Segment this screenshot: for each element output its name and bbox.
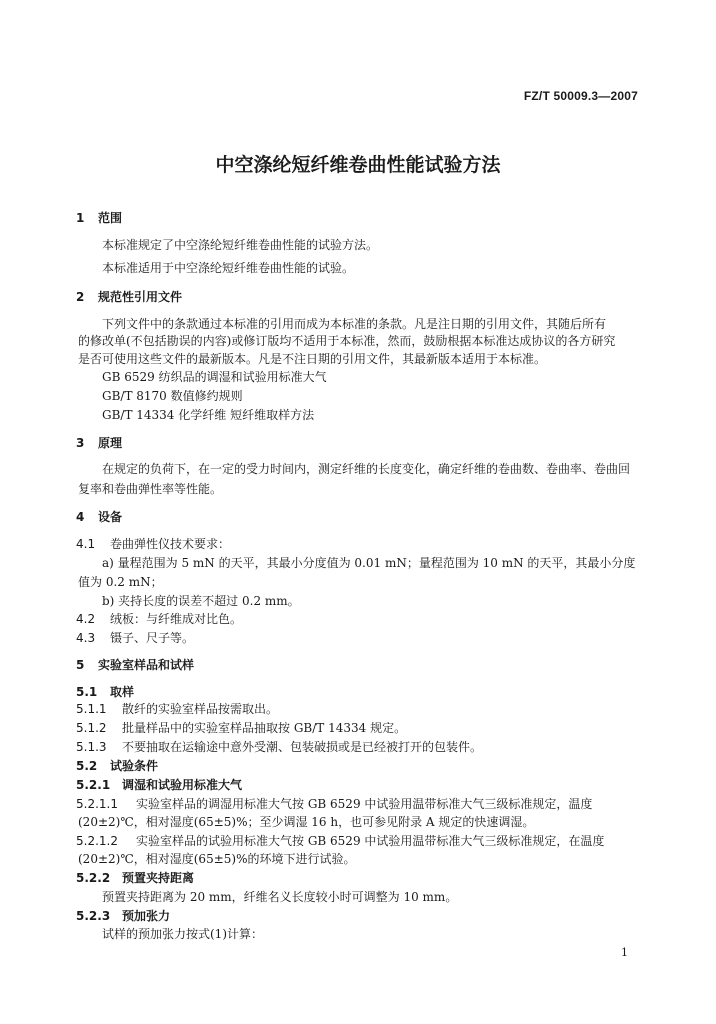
clause-5-1-1-number: 5.1.1 (76, 702, 107, 716)
clause-5-2-2-text: 预置夹持距离为 20 mm，纤维名义长度较小时可调整为 10 mm。 (102, 890, 458, 904)
section-5-number: 5 (76, 658, 85, 672)
clause-5-2-3-number: 5.2.3 (76, 909, 111, 923)
clause-4-1-text: 卷曲弹性仪技术要求： (110, 537, 231, 551)
clause-4-1-number: 4.1 (76, 537, 96, 551)
clause-5-2-1-1-number: 5.2.1.1 (76, 797, 118, 811)
clause-5-2-1-2-line-1: 实验室样品的试验用标准大气按 GB 6529 中试验用温带标准大气三级标准规定，在温度 (136, 834, 605, 848)
section-3-number: 3 (76, 436, 85, 450)
document-title: 中空涤纶短纤维卷曲性能试验方法 (215, 154, 501, 176)
clause-5-1-2-number: 5.1.2 (76, 721, 107, 735)
clause-5-2-1-1-line-1: 实验室样品的调湿用标准大气按 GB 6529 中试验用温带标准大气三级标准规定，温度 (136, 797, 593, 811)
section-2-para-line-1: 下列文件中的条款通过本标准的引用而成为本标准的条款。凡是注日期的引用文件，其随后所有 (102, 317, 607, 331)
section-5-heading: 实验室样品和试样 (98, 658, 195, 672)
clause-5-2-3-heading: 预加张力 (122, 909, 171, 923)
section-1-number: 1 (76, 211, 85, 225)
clause-5-1-1-text: 散纤的实验室样品按需取出。 (122, 702, 279, 716)
clause-5-1-2-text: 批量样品中的实验室样品抽取按 GB/T 14334 规定。 (122, 721, 407, 735)
normative-ref-2: GB/T 8170 数值修约规则 (102, 389, 243, 403)
clause-5-2-1-2-number: 5.2.1.2 (76, 834, 118, 848)
clause-5-2-heading: 试验条件 (110, 759, 159, 773)
clause-4-3-number: 4.3 (76, 631, 96, 645)
section-2-heading: 规范性引用文件 (98, 290, 183, 304)
clause-5-2-2-number: 5.2.2 (76, 871, 111, 885)
clause-5-2-2-heading: 预置夹持距离 (122, 871, 195, 885)
section-1-heading: 范围 (98, 211, 123, 225)
section-2-para-line-3: 是否可使用这些文件的最新版本。凡是不注日期的引用文件，其最新版本适用于本标准。 (78, 352, 547, 366)
standard-code: FZ/T 50009.3—2007 (523, 89, 638, 103)
clause-5-2-1-number: 5.2.1 (76, 778, 111, 792)
clause-4-2-number: 4.2 (76, 612, 96, 626)
normative-ref-3: GB/T 14334 化学纤维 短纤维取样方法 (102, 408, 315, 422)
page-number: 1 (621, 946, 628, 959)
clause-5-2-3-text: 试样的预加张力按式(1)计算： (102, 927, 263, 941)
clause-5-1-3-text: 不要抽取在运输途中意外受潮、包装破损或是已经被打开的包装件。 (122, 740, 483, 754)
section-3-para-line-1: 在规定的负荷下，在一定的受力时间内，测定纤维的长度变化，确定纤维的卷曲数、卷曲率、卷曲回 (102, 462, 631, 476)
clause-4-2-text: 绒板：与纤维成对比色。 (110, 612, 243, 626)
clause-5-1-number: 5.1 (76, 685, 98, 699)
section-2-para-line-2: 的修改单(不包括勘误的内容)或修订版均不适用于本标准，然而，鼓励根据本标准达成协议的各方研究 (78, 334, 616, 348)
clause-5-2-1-1-line-2: (20±2)℃，相对湿度(65±5)%；至少调湿 16 h，也可参见附录 A 规定的快速调湿。 (78, 815, 535, 829)
section-3-heading: 原理 (98, 436, 123, 450)
section-4-heading: 设备 (98, 510, 123, 524)
normative-ref-1: GB 6529 纺织品的调湿和试验用标准大气 (102, 370, 327, 384)
item-a-line-1: a) 量程范围为 5 mN 的天平，其最小分度值为 0.01 mN；量程范围为 10 mN 的天平，其最小分度 (102, 556, 636, 570)
section-4-number: 4 (76, 510, 85, 524)
clause-5-2-1-heading: 调湿和试验用标准大气 (122, 778, 243, 792)
section-2-number: 2 (76, 290, 85, 304)
clause-5-1-heading: 取样 (110, 685, 135, 699)
item-a-line-2: 值为 0.2 mN； (78, 575, 163, 589)
clause-4-3-text: 镊子、尺子等。 (110, 631, 195, 645)
clause-5-2-1-2-line-2: (20±2)℃，相对湿度(65±5)%的环境下进行试验。 (78, 852, 356, 866)
clause-5-2-number: 5.2 (76, 759, 98, 773)
section-1-para-1: 本标准规定了中空涤纶短纤维卷曲性能的试验方法。 (102, 238, 379, 252)
section-1-para-2: 本标准适用于中空涤纶短纤维卷曲性能的试验。 (102, 261, 355, 275)
section-3-para-line-2: 复率和卷曲弹性率等性能。 (78, 482, 223, 496)
clause-5-1-3-number: 5.1.3 (76, 740, 107, 754)
item-b: b) 夹持长度的误差不超过 0.2 mm。 (102, 594, 300, 608)
